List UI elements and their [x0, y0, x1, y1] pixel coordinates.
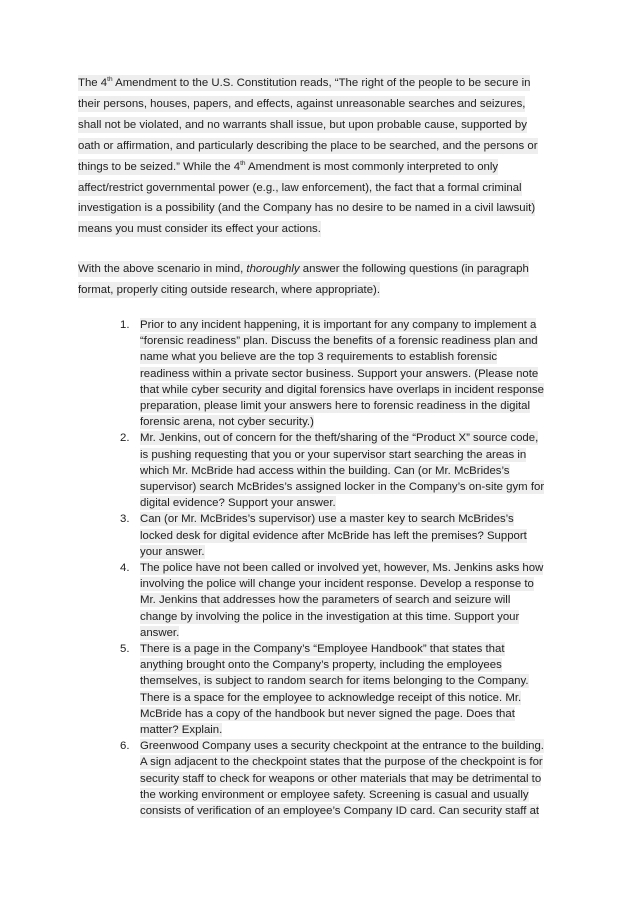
question-line: McBride has a copy of the handbook but never signed the page. Does that — [140, 707, 515, 720]
paragraph-line — [78, 157, 560, 178]
text-run: The 4 — [78, 77, 108, 89]
question-line: anything brought onto the Company’s property, including the employees — [140, 659, 502, 672]
question-line: which Mr. McBride had access within the building. Can (or Mr. McBrides’s — [140, 464, 510, 477]
question-line: consists of verification of an employee’s Company ID card. Can security staff at — [140, 805, 540, 818]
question-line: themselves, is subject to random search for items belonging to the Company. — [140, 675, 529, 688]
question-line: forensic arena, not cyber security.) — [140, 416, 314, 429]
paragraph-line — [78, 73, 560, 94]
question-line: Mr. Jenkins that addresses how the parameters of search and seizure will — [140, 594, 511, 607]
question-line: involving the police will change your incident response. Develop a response to — [140, 578, 534, 591]
question-line: Greenwood Company uses a security checkpoint at the entrance to the building. — [140, 740, 544, 753]
question-number: 4. — [120, 562, 130, 575]
paragraph-line: oath or affirmation, and particularly describing the place to be searched, and the persons or — [78, 139, 538, 152]
question-line: There is a space for the employee to acknowledge receipt of this notice. Mr. — [140, 691, 522, 704]
question-line: preparation, please limit your answers here to forensic readiness in the digital — [140, 400, 531, 413]
question-line: supervisor) search McBrides’s assigned locker in the Company’s on-site gym for — [140, 481, 545, 494]
question-line: your answer. — [140, 545, 205, 558]
question-line: There is a page in the Company’s “Employee Handbook” that states that — [140, 643, 505, 656]
emphasis-text: thoroughly — [246, 263, 300, 275]
question-item — [78, 560, 560, 641]
question-number: 6. — [120, 740, 130, 753]
questions-list — [78, 317, 560, 819]
question-line: answer. — [140, 626, 180, 639]
paragraph-line: investigation is a possibility (and the Company has no desire to be named in a civil lawsuit) — [78, 202, 536, 215]
question-item — [78, 641, 560, 738]
question-item — [78, 430, 560, 511]
question-line: readiness within a private sector business. Support your answers. (Please note — [140, 367, 539, 380]
question-item — [78, 738, 560, 819]
question-line: digital evidence? Support your answer. — [140, 497, 336, 510]
question-line: Mr. Jenkins, out of concern for the theft/sharing of the “Product X” source code, — [140, 432, 539, 445]
question-line: Can (or Mr. McBrides’s supervisor) use a master key to search McBrides’s — [140, 513, 514, 526]
question-line: that while cyber security and digital forensics have overlaps in incident response — [140, 383, 544, 396]
question-line: is pushing requesting that you or your supervisor start searching the areas in — [140, 448, 527, 461]
paragraph-line: shall not be violated, and no warrants shall issue, but upon probable cause, supported by — [78, 118, 527, 131]
superscript: th — [240, 159, 246, 167]
question-line: A sign adjacent to the checkpoint states that the purpose of the checkpoint is for — [140, 756, 543, 769]
text-run: answer the following questions (in paragraph — [299, 263, 529, 275]
question-line: The police have not been called or involved yet, however, Ms. Jenkins asks how — [140, 562, 544, 575]
question-number: 2. — [120, 432, 130, 445]
amendment-paragraph — [78, 73, 560, 240]
question-line: matter? Explain. — [140, 724, 223, 737]
question-line: locked desk for digital evidence after McBride has left the premises? Support — [140, 529, 527, 542]
question-line: security staff to check for weapons or other materials that may be detrimental to — [140, 772, 542, 785]
question-line: name what you believe are the top 3 requirements to establish forensic — [140, 351, 498, 364]
question-line: Prior to any incident happening, it is important for any company to implement a — [140, 319, 537, 331]
question-number: 1. — [120, 319, 130, 331]
text-run: Amendment is most commonly interpreted to only — [245, 160, 499, 173]
question-number: 3. — [120, 513, 130, 526]
question-number: 5. — [120, 643, 130, 656]
instructions-paragraph — [78, 259, 560, 301]
paragraph-line — [78, 259, 560, 280]
question-line: “forensic readiness” plan. Discuss the benefits of a forensic readiness plan and — [140, 335, 538, 348]
question-line: change by involving the police in the investigation at this time. Support your — [140, 610, 520, 623]
paragraph-line: format, properly citing outside research, where appropriate). — [78, 283, 380, 296]
question-item — [78, 317, 560, 430]
text-run: Amendment to the U.S. Constitution reads, “The right of the people to be secure in — [112, 77, 531, 89]
question-line: the working environment or employee safety. Screening is casual and usually — [140, 788, 529, 801]
superscript: th — [107, 76, 113, 83]
text-run: things to be seized.” While the 4 — [78, 160, 241, 173]
paragraph-line: their persons, houses, papers, and effects, against unreasonable searches and seizures, — [78, 97, 526, 110]
question-item — [78, 511, 560, 560]
paragraph-line: affect/restrict governmental power (e.g., law enforcement), the fact that a formal criminal — [78, 181, 522, 194]
paragraph-line: means you must consider its effect your actions. — [78, 223, 321, 236]
text-run: With the above scenario in mind, — [78, 263, 247, 275]
